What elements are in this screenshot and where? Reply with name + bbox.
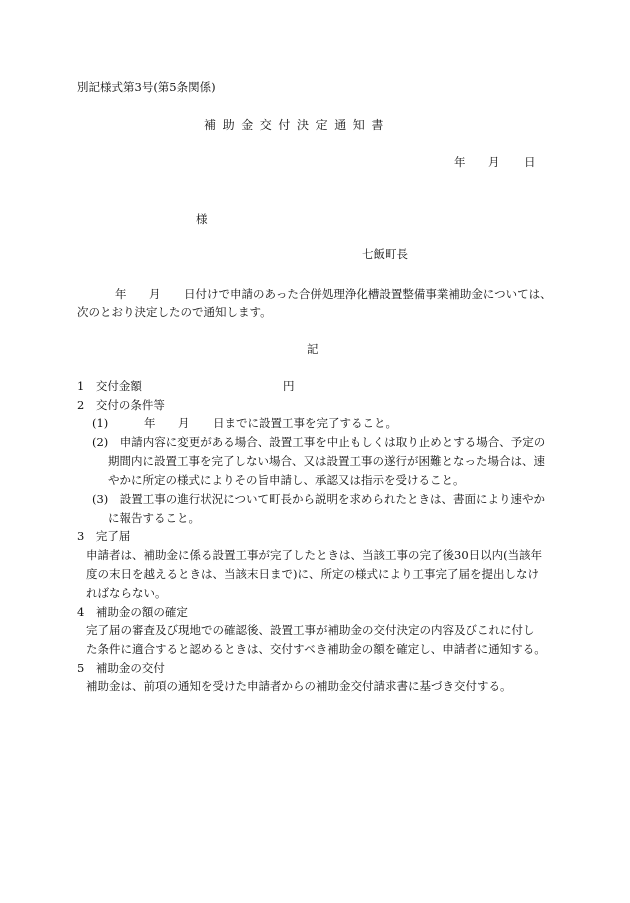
addressee-suffix: 様: [196, 212, 208, 226]
item-1-label: 1 交付金額: [77, 379, 142, 393]
item-3-line-3: ればならない。: [86, 586, 167, 600]
intro-year: 年: [115, 287, 127, 301]
intro-text: 日付けで申請のあった合併処理浄化槽設置整備事業補助金については、: [184, 287, 552, 301]
intro-line-2: 次のとおり決定したので通知します。: [77, 305, 272, 319]
condition-1-month: 月: [178, 416, 190, 430]
item-3-line-2: 度の末日を越えるときは、当該末日まで)に、所定の様式により工事完了届を提出しなけ: [86, 567, 539, 581]
item-2-label: 2 交付の条件等: [77, 398, 165, 412]
item-1-unit: 円: [283, 379, 295, 393]
condition-3-line-1: (3) 設置工事の進行状況について町長から説明を求められたときは、書面により速やか: [92, 492, 546, 506]
condition-2-line-1: (2) 申請内容に変更がある場合、設置工事を中止もしくは取り止めとする場合、予定の: [92, 435, 546, 449]
item-5-line-1: 補助金は、前項の通知を受けた申請者からの補助金交付請求書に基づき交付する。: [86, 679, 512, 693]
condition-1-year: 年: [144, 416, 156, 430]
item-3-line-1: 申請者は、補助金に係る設置工事が完了したときは、当該工事の完了後30日以内(当該年: [86, 548, 543, 562]
form-label: 別記様式第3号(第5条関係): [77, 80, 216, 94]
date-month: 月: [488, 155, 500, 169]
item-3-label: 3 完了届: [77, 529, 131, 543]
condition-1-text: 日までに設置工事を完了すること。: [213, 416, 397, 430]
condition-3-line-2: に報告すること。: [108, 511, 200, 525]
item-4-line-1: 完了届の審査及び現地での確認後、設置工事が補助金の交付決定の内容及びこれに付し: [86, 623, 535, 637]
date-day: 日: [524, 155, 536, 169]
issuer-name: 七飯町長: [362, 247, 408, 261]
ki-heading: 記: [307, 342, 319, 356]
item-5-label: 5 補助金の交付: [77, 661, 165, 675]
intro-month: 月: [149, 287, 161, 301]
item-4-label: 4 補助金の額の確定: [77, 605, 188, 619]
condition-2-line-3: やかに所定の様式によりその旨申請し、承認又は指示を受けること。: [108, 473, 465, 487]
date-year: 年: [454, 155, 466, 169]
condition-1-number: (1): [92, 416, 109, 430]
document-title: 補助金交付決定通知書: [204, 118, 391, 132]
item-4-line-2: た条件に適合すると認めるときは、交付すべき補助金の額を確定し、申請者に通知する。: [86, 642, 546, 656]
condition-2-line-2: 期間内に設置工事を完了しない場合、又は設置工事の遂行が困難となった場合は、速: [108, 454, 545, 468]
